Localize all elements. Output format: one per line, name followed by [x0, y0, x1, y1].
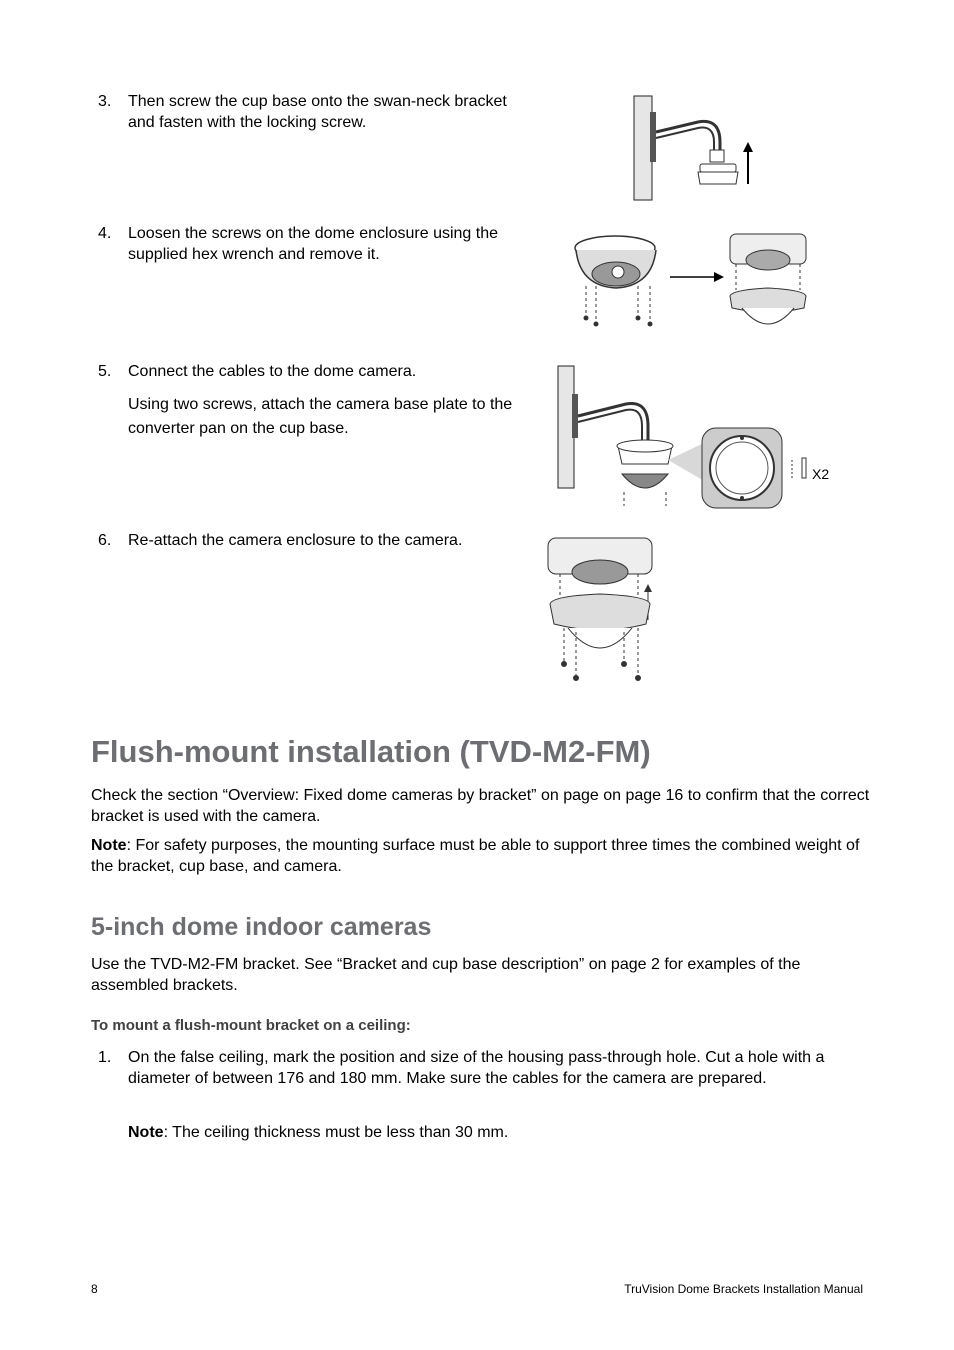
camera-base-plate-illustration: [556, 364, 838, 512]
manual-title: TruVision Dome Brackets Installation Manual: [624, 1282, 863, 1296]
note-label: Note: [91, 837, 127, 854]
quantity-label: X2: [812, 466, 830, 482]
page-number: 8: [91, 1282, 98, 1296]
step-text: Re-attach the camera enclosure to the camera.: [128, 532, 463, 549]
section-title: Flush-mount installation (TVD-M2-FM): [91, 734, 651, 769]
step-number: 6.: [98, 532, 112, 549]
swan-neck-cup-base-illustration: [628, 92, 768, 204]
section-note: [91, 835, 871, 877]
note-text: : For safety purposes, the mounting surface must be able to support three times the combined weight of the bracket, cup base, and camera.: [91, 837, 860, 875]
step-text: Connect the cables to the dome camera.: [128, 363, 417, 380]
step-text: Then screw the cup base onto the swan-neck bracket and fasten with the locking screw.: [128, 93, 507, 131]
section-intro: Check the section “Overview: Fixed dome cameras by bracket” on page on page 16 to confirm that the correct bracket is used with the camera.: [91, 787, 870, 825]
step-text: Loosen the screws on the dome enclosure using the supplied hex wrench and remove it.: [128, 225, 499, 263]
subsection-title: 5-inch dome indoor cameras: [91, 913, 432, 941]
step-text: On the false ceiling, mark the position and size of the housing pass-through hole. Cut a hole with a diameter of between 176 and 180 mm. Make sure the cables for the camera are prepared.: [128, 1049, 825, 1087]
note-text: : The ceiling thickness must be less than 30 mm.: [163, 1124, 509, 1141]
step-number: 3.: [98, 93, 112, 110]
dome-enclosure-removal-illustration: [570, 226, 816, 338]
step-number: 4.: [98, 225, 112, 242]
subsection-intro: Use the TVD-M2-FM bracket. See “Bracket and cup base description” on page 2 for examples of the assembled brackets.: [91, 956, 801, 994]
step-subtext: Using two screws, attach the camera base plate to the converter pan on the cup base.: [128, 396, 513, 437]
note-label: Note: [128, 1124, 164, 1141]
step-number: 5.: [98, 363, 112, 380]
step-number: 1.: [98, 1049, 112, 1066]
procedure-title: To mount a flush-mount bracket on a ceiling:: [91, 1017, 411, 1034]
enclosure-reattach-illustration: [538, 532, 662, 688]
